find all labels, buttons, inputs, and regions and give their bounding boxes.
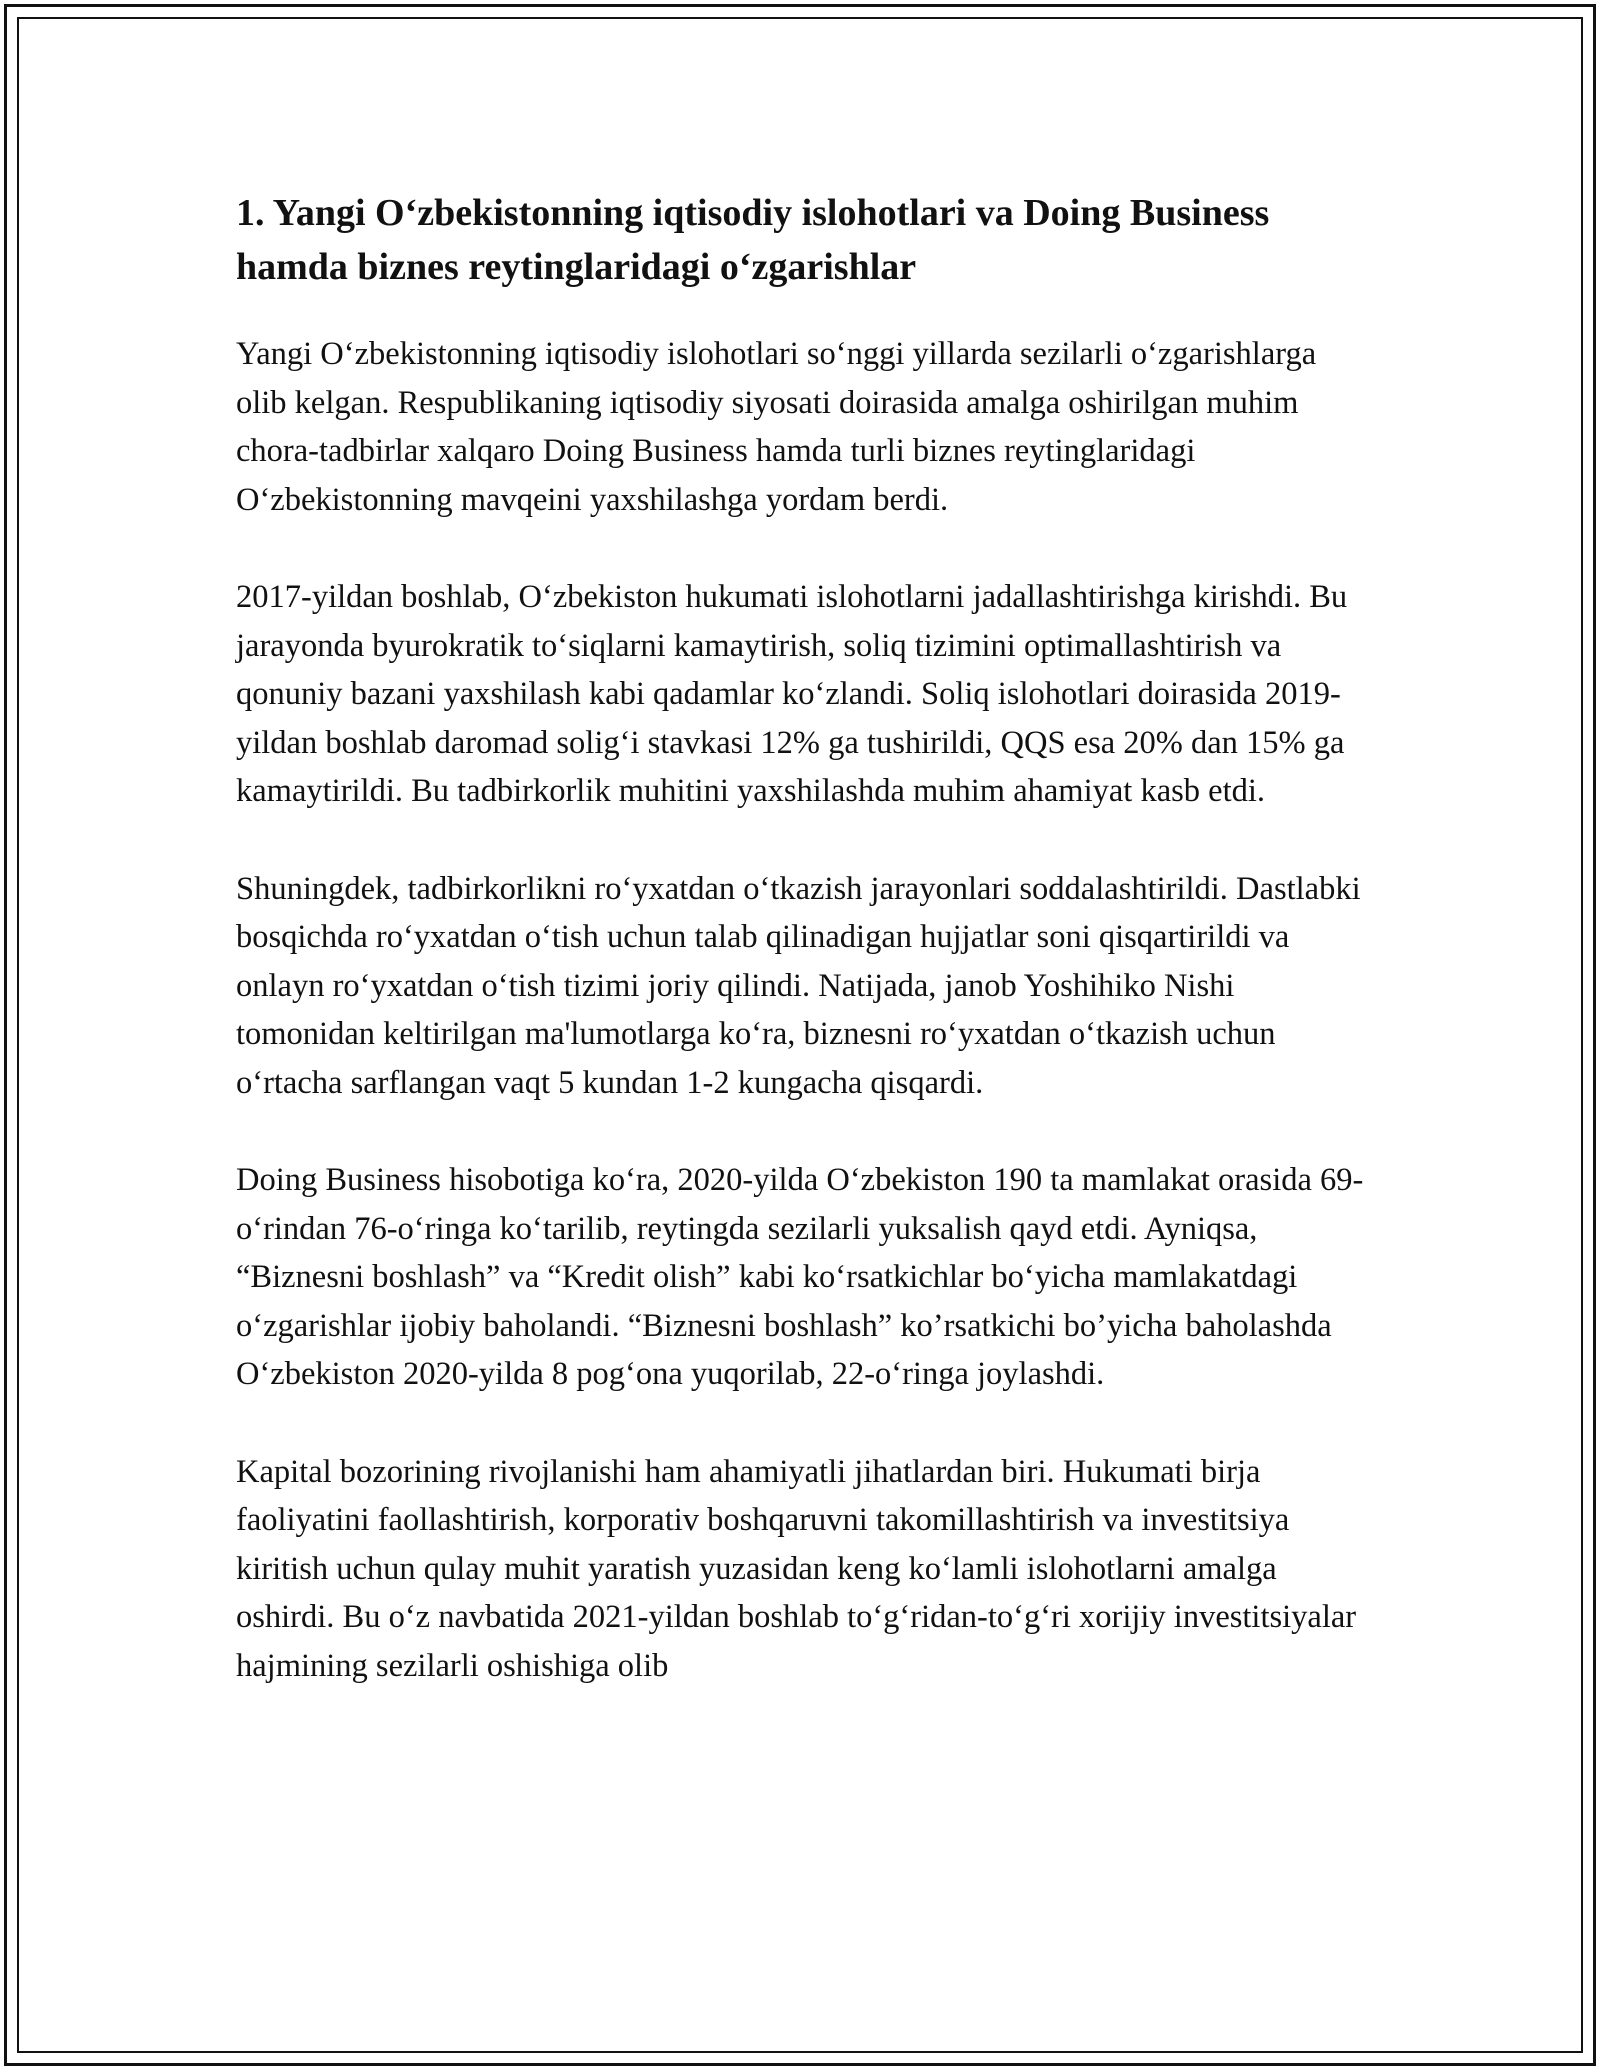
paragraph-1: Yangi O‘zbekistonning iqtisodiy islohotlari so‘nggi yillarda sezilarli o‘zgarishlarga olib kelgan. Respublikaning iqtisodiy siyosati doirasida amalga oshirilgan muhim chora-tadbirlar xalqaro Doing Business hamda turli biznes reytinglaridagi O‘zbekistonning mavqeini yaxshilashga yordam berdi. <box>236 336 1317 518</box>
document-body <box>236 186 1366 1739</box>
paragraph-3: Shuningdek, tadbirkorlikni ro‘yxatdan o‘tkazish jarayonlari soddalashtirildi. Dastlabki bosqichda ro‘yxatdan o‘tish uchun talab qilinadigan hujjatlar soni qisqartirildi va onlayn ro‘yxatdan o‘tish tizimi joriy qilindi. Natijada, janob Yoshihiko Nishi tomonidan keltirilgan ma'lumotlarga ko‘ra, biznesni ro‘yxatdan o‘tkazish uchun o‘rtacha sarflangan vaqt 5 kundan 1-2 kungacha qisqardi. <box>236 870 1361 1101</box>
paragraph-2: 2017-yildan boshlab, O‘zbekiston hukumati islohotlarni jadallashtirishga kirishdi. Bu jarayonda byurokratik to‘siqlarni kamaytirish, soliq tizimini optimallashtirish va qonuniy bazani yaxshilash kabi qadamlar ko‘zlandi. Soliq islohotlari doirasida 2019-yildan boshlab daromad solig‘i stavkasi 12% ga tushirildi, QQS esa 20% dan 15% ga kamaytirildi. Bu tadbirkorlik muhitini yaxshilashda muhim ahamiyat kasb etdi. <box>236 579 1348 809</box>
paragraph-5: Kapital bozorining rivojlanishi ham ahamiyatli jihatlardan biri. Hukumati birja faoliyatini faollashtirish, korporativ boshqaruvni takomillashtirish va investitsiya kiritish uchun qulay muhit yaratish yuzasidan keng ko‘lamli islohotlarni amalga oshirdi. Bu o‘z navbatida 2021-yildan boshlab to‘g‘ridan-to‘g‘ri xorijiy investitsiyalar hajmining sezilarli oshishiga olib <box>236 1453 1357 1684</box>
section-heading: 1. Yangi O‘zbekistonning iqtisodiy islohotlari va Doing Business hamda biznes reytinglaridagi o‘zgarishlar <box>236 192 1270 288</box>
paragraph-4: Doing Business hisobotiga ko‘ra, 2020-yilda O‘zbekiston 190 ta mamlakat orasida 69-o‘rindan 76-o‘ringa ko‘tarilib, reytingda sezilarli yuksalish qayd etdi. Ayniqsa, “Biznesni boshlash” va “Kredit olish” kabi ko‘rsatkichlar bo‘yicha mamlakatdagi o‘zgarishlar ijobiy baholandi. “Biznesni boshlash” ko’rsatkichi bo’yicha baholashda O‘zbekiston 2020-yilda 8 pog‘ona yuqorilab, 22-o‘ringa joylashdi. <box>236 1162 1364 1392</box>
